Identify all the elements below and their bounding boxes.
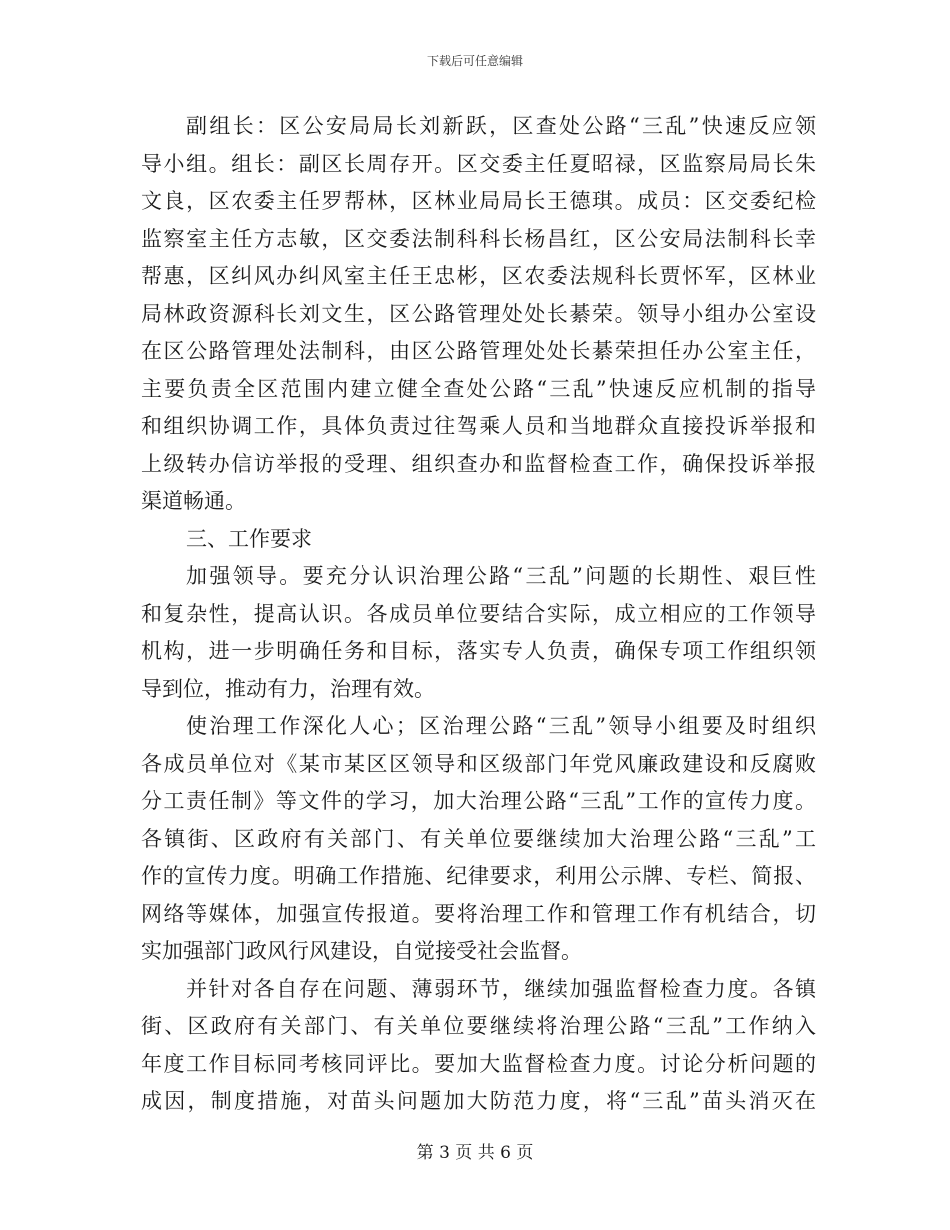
text-line: 网络等媒体，加强宣传报道。要将治理工作和管理工作有机结合，切 [141, 901, 816, 926]
text-line: 加强领导。要充分认识治理公路“三乱”问题的长期性、艰巨性 [186, 564, 816, 588]
document-body [141, 108, 816, 1121]
text-line: 各成员单位对《某市某区区领导和区级部门年党风廉政建设和反腐败 [141, 751, 816, 776]
text-line: 年度工作目标同考核同评比。要加大监督检查力度。讨论分析问题的 [141, 1051, 816, 1076]
page-number-footer: 第 3 页 共 6 页 [416, 1143, 534, 1163]
text-line: 在区公路管理处法制科，由区公路管理处处长綦荣担任办公室主任， [141, 339, 816, 363]
text-line: 分工责任制》等文件的学习，加大治理公路“三乱”工作的宣传力度。 [141, 789, 816, 813]
text-line: 作的宣传力度。明确工作措施、纪律要求，利用公示牌、专栏、简报、 [141, 864, 816, 888]
text-line: 和组织协调工作，具体负责过往驾乘人员和当地群众直接投诉举报和 [141, 414, 816, 438]
text-line: 三、工作要求 [186, 526, 312, 551]
text-line: 主要负责全区范围内建立健全查处公路“三乱”快速反应机制的指导 [141, 376, 816, 401]
text-line: 各镇街、区政府有关部门、有关单位要继续加大治理公路“三乱”工 [141, 826, 816, 851]
text-line: 局林政资源科长刘文生，区公路管理处处长綦荣。领导小组办公室设 [141, 301, 816, 326]
text-line: 并针对各自存在问题、薄弱环节，继续加强监督检查力度。各镇 [186, 976, 816, 1001]
text-line: 上级转办信访举报的受理、组织查办和监督检查工作，确保投诉举报 [141, 451, 816, 476]
text-line: 成因，制度措施，对苗头问题加大防范力度，将“三乱”苗头消灭在 [141, 1089, 816, 1113]
page-header-note: 下载后可任意编辑 [426, 54, 523, 68]
text-line: 街、区政府有关部门、有关单位要继续将治理公路“三乱”工作纳入 [141, 1014, 816, 1038]
text-line: 机构，进一步明确任务和目标，落实专人负责，确保专项工作组织领 [141, 639, 816, 663]
text-line: 实加强部门政风行风建设，自觉接受社会监督。 [141, 939, 582, 963]
text-line: 监察室主任方志敏，区交委法制科科长杨昌红，区公安局法制科长幸 [141, 226, 816, 251]
text-line: 导小组。组长：副区长周存开。区交委主任夏昭禄，区监察局局长朱 [141, 151, 816, 176]
text-line: 帮惠，区纠风办纠风室主任王忠彬，区农委法规科长贾怀军，区林业 [141, 264, 816, 288]
text-line: 副组长：区公安局局长刘新跃，区查处公路“三乱”快速反应领 [186, 114, 816, 138]
text-line: 导到位，推动有力，治理有效。 [141, 676, 435, 701]
text-line: 渠道畅通。 [141, 489, 246, 513]
text-line: 和复杂性，提高认识。各成员单位要结合实际，成立相应的工作领导 [141, 601, 816, 626]
text-line: 文良，区农委主任罗帮林，区林业局局长王德琪。成员：区交委纪检 [141, 189, 816, 213]
text-line: 使治理工作深化人心；区治理公路“三乱”领导小组要及时组织 [186, 714, 816, 738]
